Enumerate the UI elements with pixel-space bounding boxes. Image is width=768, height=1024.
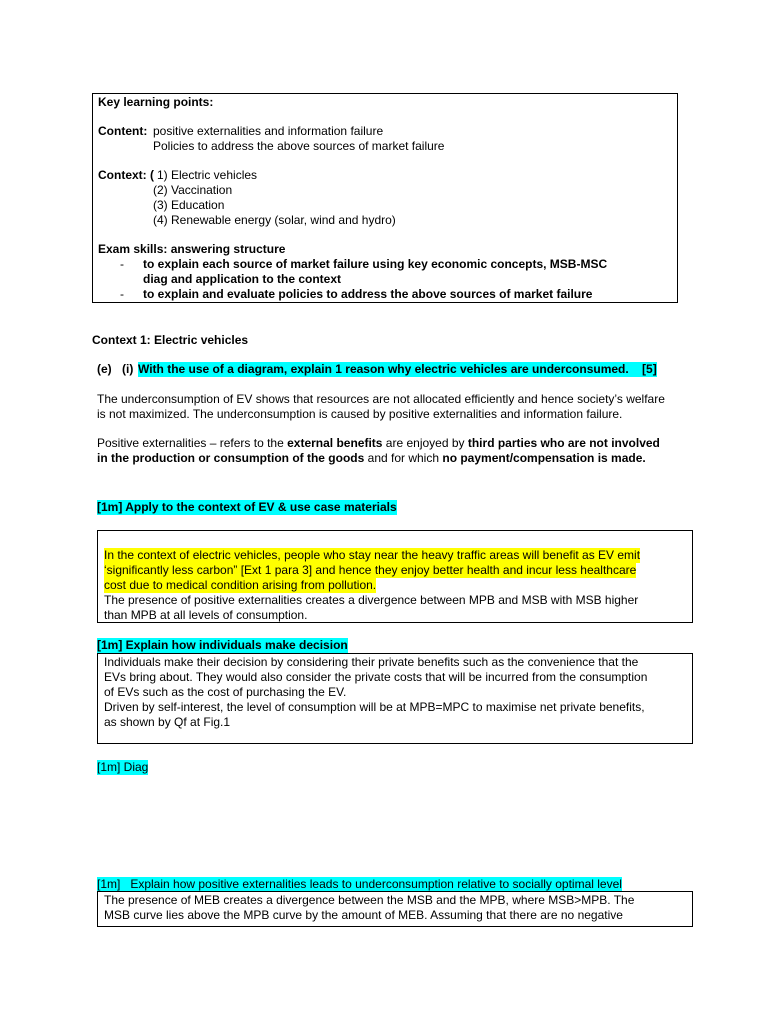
apply-line-1: In the context of electric vehicles, people who stay near the heavy traffic areas will benefit as EV emit: [104, 548, 641, 562]
content-line-2: Policies to address the above sources of market failure: [153, 139, 445, 153]
heading-explain-underconsumption: [1m] Explain how positive externalities leads to underconsumption relative to socially optimal level: [97, 877, 622, 891]
para2-l1-a: Positive externalities – refers to the: [97, 436, 288, 450]
decision-line-2: EVs bring about. They would also consider the private costs that will be incurred from the consumption: [104, 670, 648, 684]
para2-l1-c: are enjoyed by: [382, 436, 468, 450]
decision-line-1: Individuals make their decision by considering their private benefits such as the convenience that the: [104, 655, 639, 669]
exam-bullet-2: to explain and evaluate policies to address the above sources of market failure: [143, 287, 593, 301]
para2-l1-d: third parties who are not involved: [467, 436, 660, 450]
exam-bullet-1-line-2: diag and application to the context: [143, 272, 342, 286]
key-learning-heading: Key learning points:: [98, 95, 214, 109]
context-1-title: Context 1: Electric vehicles: [92, 333, 249, 347]
heading-individual-decision: [1m] Explain how individuals make decision: [97, 638, 348, 652]
exam-bullet-1-line-1: to explain each source of market failure using key economic concepts, MSB-MSC: [143, 257, 608, 271]
question-part: (e): [97, 362, 112, 376]
para2-l1-b: external benefits: [287, 436, 383, 450]
apply-line-2: ‘significantly less carbon” [Ext 1 para 3] and hence they enjoy better health and incur less healthcare: [104, 563, 637, 577]
apply-line-3: cost due to medical condition arising from pollution.: [104, 578, 377, 592]
para2-line-2: [97, 451, 646, 466]
question-text: With the use of a diagram, explain 1 reason why electric vehicles are underconsumed. [5]: [138, 362, 657, 376]
para1-line-1: The underconsumption of EV shows that resources are not allocated efficiently and hence society’s welfare: [97, 392, 665, 406]
heading-apply-context: [1m] Apply to the context of EV & use case materials: [97, 500, 397, 514]
context-item-1: 1) Electric vehicles: [157, 168, 258, 182]
apply-line-5: than MPB at all levels of consumption.: [104, 608, 308, 622]
exam-skills-heading: Exam skills: answering structure: [98, 242, 286, 256]
decision-line-3: of EVs such as the cost of purchasing the EV.: [104, 685, 347, 699]
explain-line-1: The presence of MEB creates a divergence between the MSB and the MPB, where MSB>MPB. The: [104, 893, 635, 907]
apply-line-4: The presence of positive externalities creates a divergence between MPB and MSB with MSB higher: [104, 593, 639, 607]
question-sub: (i): [122, 362, 134, 376]
bullet-dash-2: -: [120, 287, 124, 301]
content-line-1: positive externalities and information failure: [153, 124, 384, 138]
context-item-2: (2) Vaccination: [153, 183, 233, 197]
heading-diag: [1m] Diag: [97, 760, 149, 774]
decision-line-4: Driven by self-interest, the level of consumption will be at MPB=MPC to maximise net private benefits,: [104, 700, 645, 714]
para2-line-1: [97, 436, 660, 451]
para2-l2-c: no payment/compensation is made.: [442, 451, 646, 465]
bullet-dash-1: -: [120, 257, 124, 271]
context-label: Context: (: [98, 168, 154, 182]
content-label: Content:: [98, 124, 148, 138]
para1-line-2: is not maximized. The underconsumption is caused by positive externalities and information failure.: [97, 407, 623, 421]
context-item-3: (3) Education: [153, 198, 225, 212]
context-item-4: (4) Renewable energy (solar, wind and hydro): [153, 213, 396, 227]
decision-line-5: as shown by Qf at Fig.1: [104, 715, 231, 729]
para2-l2-a: in the production or consumption of the goods: [97, 451, 365, 465]
explain-line-2: MSB curve lies above the MPB curve by the amount of MEB. Assuming that there are no negative: [104, 908, 623, 922]
para2-l2-b: and for which: [364, 451, 443, 465]
